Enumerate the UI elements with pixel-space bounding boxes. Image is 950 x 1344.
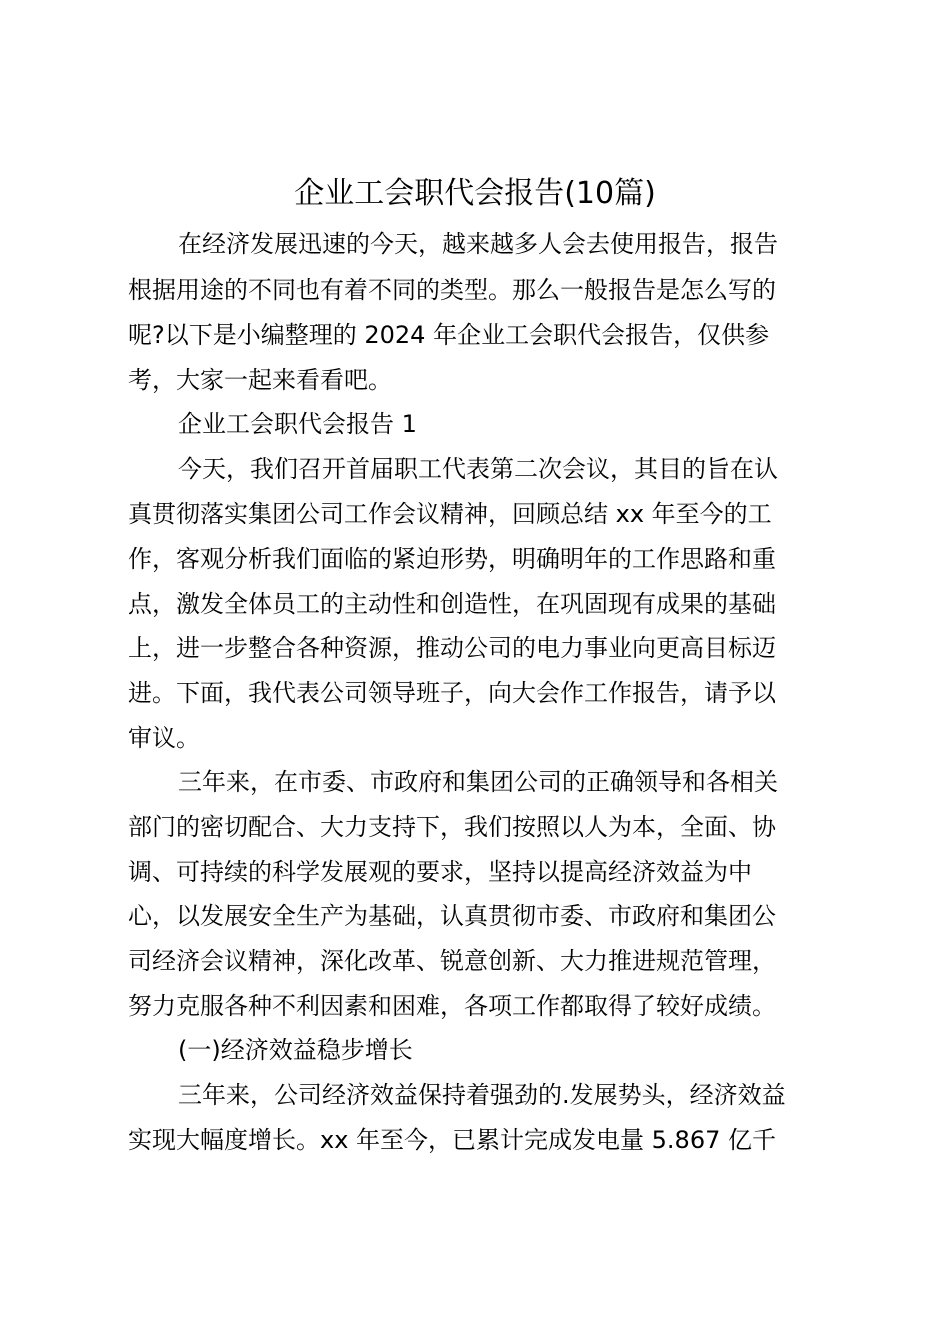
paragraph-line: 进。下面，我代表公司领导班子，向大会作工作报告，请予以 (128, 679, 776, 707)
paragraph-line: 今天，我们召开首届职工代表第二次会议，其目的旨在认 (178, 455, 778, 483)
paragraph-line: 部门的密切配合、大力支持下，我们按照以人为本，全面、协 (128, 813, 776, 841)
paragraph-line: 司经济会议精神，深化改革、锐意创新、大力推进规范管理， (128, 947, 776, 975)
paragraph-line: 真贯彻落实集团公司工作会议精神，回顾总结 xx 年至今的工 (128, 500, 772, 528)
paragraph-line: 努力克服各种不利因素和困难，各项工作都取得了较好成绩。 (128, 992, 776, 1020)
paragraph-line: 实现大幅度增长。xx 年至今，已累计完成发电量 5.867 亿千 (128, 1126, 776, 1154)
paragraph-line: 根据用途的不同也有着不同的类型。那么一般报告是怎么写的 (128, 276, 776, 304)
section-heading: 企业工会职代会报告 1 (178, 410, 417, 438)
paragraph-line: 在经济发展迅速的今天，越来越多人会去使用报告，报告 (178, 230, 778, 258)
paragraph-line: 点，激发全体员工的主动性和创造性，在巩固现有成果的基础 (128, 590, 776, 618)
paragraph-line: 考，大家一起来看看吧。 (128, 366, 392, 394)
paragraph-line: 三年来，公司经济效益保持着强劲的.发展势头，经济效益 (178, 1081, 786, 1109)
paragraph-line: 调、可持续的科学发展观的要求，坚持以提高经济效益为中 (128, 858, 752, 886)
document-title: 企业工会职代会报告(10篇) (294, 176, 656, 211)
paragraph-line: 呢?以下是小编整理的 2024 年企业工会职代会报告，仅供参 (128, 321, 770, 349)
paragraph-line: 心，以发展安全生产为基础，认真贯彻市委、市政府和集团公 (128, 902, 776, 930)
paragraph-line: 上，进一步整合各种资源，推动公司的电力事业向更高目标迈 (128, 634, 776, 662)
subsection-heading: (一)经济效益稳步增长 (178, 1036, 413, 1064)
paragraph-line: 审议。 (128, 724, 200, 752)
paragraph-line: 三年来，在市委、市政府和集团公司的正确领导和各相关 (178, 768, 778, 796)
paragraph-line: 作，客观分析我们面临的紧迫形势，明确明年的工作思路和重 (128, 545, 776, 573)
